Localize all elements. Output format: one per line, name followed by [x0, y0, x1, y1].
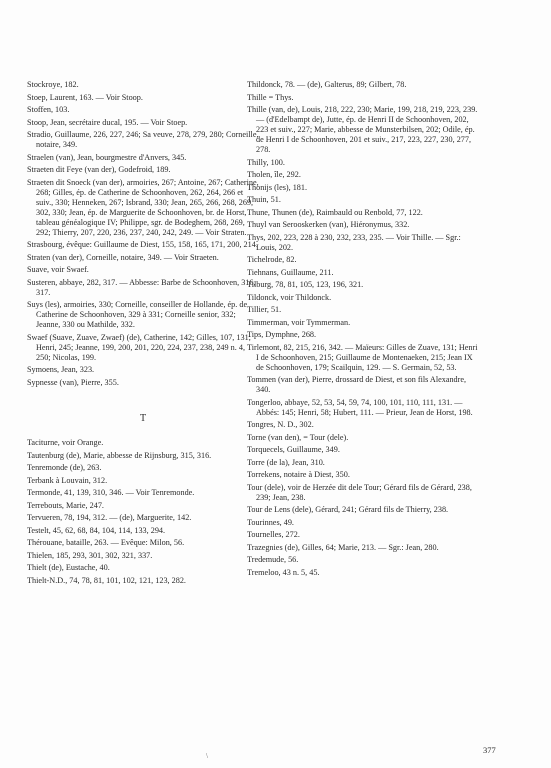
index-entry: Tildonck, voir Thildonck. — [247, 292, 332, 302]
index-entry: Torquecels, Guillaume, 349. — [247, 445, 340, 454]
section-letter-heading: T — [139, 413, 147, 424]
index-entry: Tremeloo, 43 n. 5, 45. — [247, 567, 320, 577]
index-entry: Thérouane, bataille, 263. — Evêque: Milon, 56. — [27, 538, 185, 547]
index-entry: Tongerloo, abbaye, 52, 53, 54, 59, 74, 100, 101, 110, 111, 131. — Abbés: 145; Henri, 58; Hubert, 111. — Prieur, Jean de Horst, 198. — [247, 397, 473, 417]
index-entry: Stoep, Laurent, 163. — Voir Stoop. — [27, 92, 143, 102]
index-entry: Thielt-N.D., 74, 78, 81, 101, 102, 121, 123, 282. — [27, 575, 186, 585]
index-entry: Thuyl van Serooskerken (van), Hiéronymus, 332. — [247, 220, 410, 229]
index-entry: Straelen (van), Jean, bourgmestre d'Anvers, 345. — [27, 152, 187, 162]
index-entry: Tredemude, 56. — [247, 555, 299, 564]
index-entry: Tour de Lens (dele), Gérard, 241; Gérard fils de Thierry, 238. — [247, 505, 449, 514]
index-entry: Tholen, île, 292. — [247, 170, 301, 179]
page-number: 377 — [483, 745, 496, 755]
index-entry: Thuin, 51. — [247, 195, 281, 204]
index-entry: Thonijs (les), 181. — [247, 182, 308, 192]
index-entry: Thielen, 185, 293, 301, 302, 321, 337. — [27, 550, 153, 560]
index-entry: Stockroye, 182. — [27, 80, 79, 89]
index-entry: Thune, Thunen (de), Raimbauld ou Renbold, 77, 122. — [247, 207, 423, 217]
index-entry: Swaef (Suave, Zuave, Zwaef) (de), Catherine, 142; Gilles, 107, 131; Henri, 245; Jeanne, 199, 200, 201, 220, 224, 237, 238, 249 n. 4, 250; Nicolas, 199. — [27, 332, 251, 362]
index-entry: Stoop, Jean, secrétaire ducal, 195. — Voir Stoep. — [27, 117, 188, 127]
index-entry: Tilburg, 78, 81, 105, 123, 196, 321. — [247, 280, 364, 289]
index-entry: Trazegnies (de), Gilles, 64; Marie, 213. — Sgr.: Jean, 280. — [247, 542, 439, 552]
index-entry: Tautenburg (de), Marie, abbesse de Rijnsburg, 315, 316. — [27, 450, 212, 460]
index-entry: Thildonck, 78. — (de), Galterus, 89; Gilbert, 78. — [247, 80, 407, 89]
index-entry: Testelt, 45, 62, 68, 84, 104, 114, 133, 294. — [27, 525, 166, 535]
index-entry: Tervueren, 78, 194, 312. — (de), Marguerite, 142. — [27, 513, 192, 522]
index-entry: Straeten dit Snoeck (van der), armoiries, 267; Antoine, 267; Catherine, 268; Gilles, ép. de Catherine de Schoonhoven, 262, 264, 266 et suiv., 330; Henneken, 267; Isbrand, 330; Jean, 265, 266, 268, 269, 302, 330; Jean, ép. de Marguerite de Schoonhoven, br. de Horst, tableau généalogique IV; Philippe, sgr. de Bodeghem, 268, 269, 292; Thierry, 207, 220, 236, 237, 240, 242, 249. — Voir Straten. — [27, 177, 259, 237]
index-entry: Symoens, Jean, 323. — [27, 365, 95, 374]
index-entry: Thille = Thys. — [247, 92, 294, 102]
index-entry: Tillier, 51. — [247, 305, 282, 314]
index-entry: Tirlemont, 82, 215, 216, 342. — Maïeurs: Gilles de Zuave, 131; Henri I de Schoonhoven, 215; Guillaume de Montenaeken, 215; Jean IX de Schoonhoven, 179; Scailquin, 129. — S. Germain, 52, 53. — [247, 342, 478, 372]
index-entry: Stradio, Guillaume, 226, 227, 246; Sa veuve, 278, 279, 280; Corneille, notaire, 349. — [27, 130, 259, 149]
index-entry: Tommen (van der), Pierre, drossard de Diest, et son fils Alexandre, 340. — [247, 375, 467, 394]
index-entry: Torrekens, notaire à Diest, 350. — [247, 470, 350, 479]
index-entry: Tour (dele), voir de Herzée dit dele Tour; Gérard fils de Gérard, 238, 239; Jean, 238. — [247, 482, 472, 502]
index-entry: Thielt (de), Eustache, 40. — [27, 563, 110, 572]
left-column — [27, 80, 259, 588]
index-entry: Sypnesse (van), Pierre, 355. — [27, 377, 119, 387]
index-entry: Straeten dit Feye (van der), Godefroid, 189. — [27, 165, 171, 174]
index-entry: Tourinnes, 49. — [247, 517, 294, 527]
footer-mark: \ — [206, 752, 208, 760]
index-entry: Timmerman, voir Tymmerman. — [247, 317, 351, 327]
index-entry: Thille (van, de), Louis, 218, 222, 230; Marie, 199, 218, 219, 223, 239. — (d'Edelbampt de), Jutte, ép. de Henri II de Schoonhoven, 202, 223 et suiv., 227; Marie, abbesse de Munsterbilsen, 202; Odile, ép. de Henri I de Schoonhoven, 201 et suiv., 217, 223, 227, 230, 277, 278. — [247, 105, 478, 154]
index-entry: Strasbourg, évêque: Guillaume de Diest, 155, 158, 165, 171, 200, 214. — [27, 240, 258, 249]
index-entry: Thys, 202, 223, 228 à 230, 232, 233, 235. — Voir Thille. — Sgr.: Louis, 202. — [247, 232, 461, 252]
index-entry: Stoffen, 103. — [27, 105, 70, 114]
index-entry: Termonde, 41, 139, 310, 346. — Voir Tenremonde. — [27, 488, 195, 497]
index-entry: Torne (van den), = Tour (dele). — [247, 432, 349, 442]
index-entry: Tips, Dymphne, 268. — [247, 330, 317, 339]
right-column — [247, 80, 479, 580]
index-entry: Suave, voir Swaef. — [27, 265, 89, 274]
index-entry: Terbank à Louvain, 312. — [27, 475, 108, 485]
index-entry: Tiehnans, Guillaume, 211. — [247, 267, 334, 277]
index-entry: Terrebouts, Marie, 247. — [27, 500, 104, 510]
index-entry: Thilly, 100. — [247, 157, 285, 167]
index-entry: Tongres, N. D., 302. — [247, 420, 314, 429]
index-entry: Tichelrode, 82. — [247, 255, 297, 264]
index-entry: Tenremonde (de), 263. — [27, 463, 102, 472]
index-entry: Straten (van der), Corneille, notaire, 349. — Voir Straeten. — [27, 252, 219, 262]
index-entry: Torre (de la), Jean, 310. — [247, 457, 325, 467]
index-entry: Susteren, abbaye, 282, 317. — Abbesse: Barbe de Schoonhoven, 316, 317. — [27, 277, 256, 297]
index-entry: Suys (les), armoiries, 330; Corneille, conseiller de Hollande, ép. de Catherine de Schoonhoven, 329 à 331; Corneille senior, 332; Jeanne, 330 ou Mathilde, 332. — [27, 300, 248, 329]
index-entry: Taciturne, voir Orange. — [27, 438, 104, 447]
index-entry: Tournelles, 272. — [247, 530, 300, 539]
